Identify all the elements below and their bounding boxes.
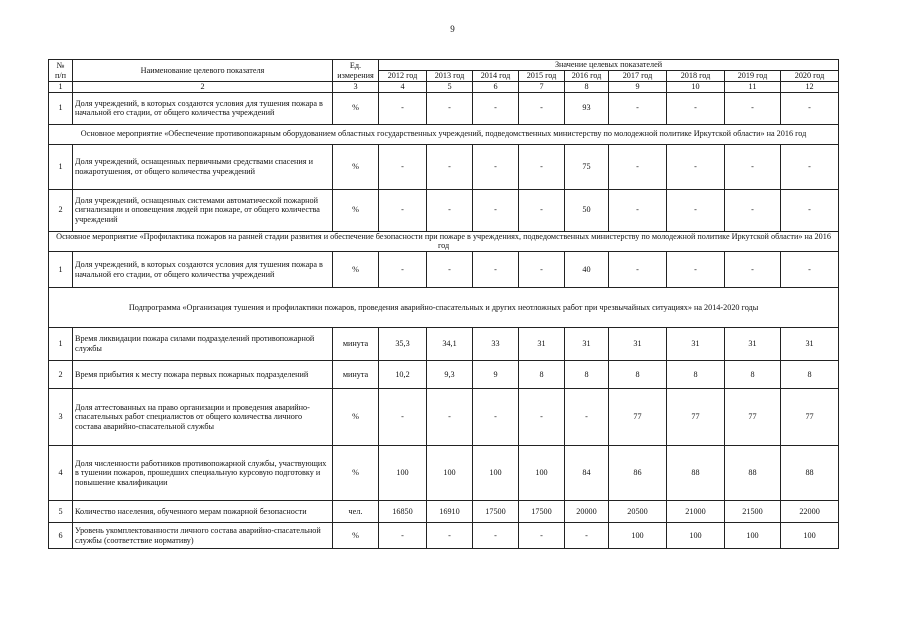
indicator-name: Доля учреждений, в которых создаются условия для тушения пожара в начальной его стадии, от общего количества учреждений xyxy=(73,92,333,124)
header-year: 2016 год xyxy=(565,71,609,82)
value-cell: 31 xyxy=(667,328,725,361)
value-cell: 50 xyxy=(565,189,609,231)
column-number: 2 xyxy=(73,82,333,93)
value-cell: 16850 xyxy=(379,501,427,523)
table-row xyxy=(49,252,839,288)
row-number: 1 xyxy=(49,144,73,189)
value-cell: - xyxy=(667,144,725,189)
header-year: 2020 год xyxy=(781,71,839,82)
row-number: 6 xyxy=(49,523,73,549)
value-cell: - xyxy=(379,144,427,189)
value-cell: - xyxy=(667,92,725,124)
value-cell: - xyxy=(725,92,781,124)
value-cell: 10,2 xyxy=(379,361,427,389)
header-year: 2013 год xyxy=(427,71,473,82)
table-row xyxy=(49,361,839,389)
unit-cell: минута xyxy=(333,361,379,389)
value-cell: 34,1 xyxy=(427,328,473,361)
indicator-name: Доля учреждений, оснащенных первичными средствами спасения и пожаротушения, от общего количества учреждений xyxy=(73,144,333,189)
value-cell: 8 xyxy=(667,361,725,389)
column-number: 3 xyxy=(333,82,379,93)
value-cell: - xyxy=(519,92,565,124)
value-cell: - xyxy=(427,92,473,124)
value-cell: 100 xyxy=(609,523,667,549)
value-cell: - xyxy=(427,252,473,288)
header-indicator-name: Наименование целевого показателя xyxy=(73,60,333,82)
indicator-name: Уровень укомплектованности личного состава аварийно-спасательной службы (соответствие нормативу) xyxy=(73,523,333,549)
row-number: 1 xyxy=(49,328,73,361)
header-year: 2014 год xyxy=(473,71,519,82)
value-cell: 86 xyxy=(609,446,667,501)
page-number: 9 xyxy=(450,24,455,34)
value-cell: - xyxy=(473,144,519,189)
indicator-name: Доля учреждений, оснащенных системами автоматической пожарной сигнализации и оповещения людей при пожаре, от общего количества учреждений xyxy=(73,189,333,231)
header-values-group: Значение целевых показателей xyxy=(379,60,839,71)
value-cell: - xyxy=(379,92,427,124)
header-year: 2019 год xyxy=(725,71,781,82)
value-cell: 100 xyxy=(427,446,473,501)
value-cell: 9 xyxy=(473,361,519,389)
indicator-name: Доля аттестованных на право организации и проведения аварийно-спасательных работ специалистов от общего количества личного состава аварийно-спасательной службы xyxy=(73,389,333,446)
section-title: Подпрограмма «Организация тушения и профилактики пожаров, проведения аварийно-спасательных и других неотложных работ при чрезвычайных ситуациях» на 2014-2020 годы xyxy=(49,288,839,328)
value-cell: 84 xyxy=(565,446,609,501)
value-cell: 100 xyxy=(519,446,565,501)
value-cell: 100 xyxy=(725,523,781,549)
value-cell: - xyxy=(781,189,839,231)
row-number: 1 xyxy=(49,92,73,124)
value-cell: - xyxy=(667,252,725,288)
indicator-name: Доля учреждений, в которых создаются условия для тушения пожара в начальной его стадии, от общего количества учреждений xyxy=(73,252,333,288)
value-cell: - xyxy=(473,523,519,549)
unit-cell: % xyxy=(333,144,379,189)
value-cell: 75 xyxy=(565,144,609,189)
header-year: 2015 год xyxy=(519,71,565,82)
value-cell: 20500 xyxy=(609,501,667,523)
value-cell: 21000 xyxy=(667,501,725,523)
value-cell: - xyxy=(427,523,473,549)
indicator-name: Время ликвидации пожара силами подразделений противопожарной службы xyxy=(73,328,333,361)
column-number: 10 xyxy=(667,82,725,93)
header-year: 2017 год xyxy=(609,71,667,82)
value-cell: - xyxy=(379,252,427,288)
column-number: 7 xyxy=(519,82,565,93)
value-cell: 8 xyxy=(565,361,609,389)
value-cell: - xyxy=(427,389,473,446)
column-number: 1 xyxy=(49,82,73,93)
indicator-name: Время прибытия к месту пожара первых пожарных подразделений xyxy=(73,361,333,389)
value-cell: - xyxy=(427,189,473,231)
column-number: 5 xyxy=(427,82,473,93)
row-number: 2 xyxy=(49,361,73,389)
unit-cell: минута xyxy=(333,328,379,361)
value-cell: 17500 xyxy=(519,501,565,523)
unit-cell: % xyxy=(333,189,379,231)
section-row xyxy=(49,288,839,328)
value-cell: 8 xyxy=(609,361,667,389)
value-cell: 35,3 xyxy=(379,328,427,361)
value-cell: - xyxy=(725,189,781,231)
value-cell: - xyxy=(519,252,565,288)
value-cell: - xyxy=(565,389,609,446)
value-cell: - xyxy=(565,523,609,549)
row-number: 5 xyxy=(49,501,73,523)
value-cell: - xyxy=(609,144,667,189)
row-number: 1 xyxy=(49,252,73,288)
table-row xyxy=(49,523,839,549)
table-row xyxy=(49,389,839,446)
table-row xyxy=(49,501,839,523)
value-cell: - xyxy=(427,144,473,189)
value-cell: 33 xyxy=(473,328,519,361)
column-number: 11 xyxy=(725,82,781,93)
value-cell: 8 xyxy=(725,361,781,389)
value-cell: - xyxy=(473,189,519,231)
value-cell: - xyxy=(379,189,427,231)
value-cell: 77 xyxy=(725,389,781,446)
indicator-name: Количество населения, обученного мерам пожарной безопасности xyxy=(73,501,333,523)
unit-cell: % xyxy=(333,523,379,549)
value-cell: 88 xyxy=(781,446,839,501)
indicator-name: Доля численности работников противопожарной службы, участвующих в тушении пожаров, прошедших специальную курсовую подготовку и повышение квалификации xyxy=(73,446,333,501)
table-row xyxy=(49,446,839,501)
column-number: 8 xyxy=(565,82,609,93)
value-cell: 31 xyxy=(725,328,781,361)
value-cell: - xyxy=(473,92,519,124)
table-row xyxy=(49,328,839,361)
unit-cell: чел. xyxy=(333,501,379,523)
value-cell: 100 xyxy=(667,523,725,549)
section-row xyxy=(49,231,839,251)
value-cell: 17500 xyxy=(473,501,519,523)
row-number: 3 xyxy=(49,389,73,446)
section-row xyxy=(49,124,839,144)
value-cell: 40 xyxy=(565,252,609,288)
value-cell: 8 xyxy=(519,361,565,389)
value-cell: - xyxy=(609,92,667,124)
value-cell: 31 xyxy=(609,328,667,361)
value-cell: - xyxy=(781,144,839,189)
section-title: Основное мероприятие «Профилактика пожаров на ранней стадии развития и обеспечение безопасности при пожаре в учреждениях, подведомственных министерству по молодежной политике Иркутской области» на 2016 год xyxy=(49,231,839,251)
value-cell: 31 xyxy=(781,328,839,361)
value-cell: - xyxy=(519,389,565,446)
value-cell: - xyxy=(609,252,667,288)
header-unit: Ед. измерения xyxy=(333,60,379,82)
unit-cell: % xyxy=(333,446,379,501)
header-year: 2012 год xyxy=(379,71,427,82)
value-cell: 22000 xyxy=(781,501,839,523)
value-cell: - xyxy=(609,189,667,231)
value-cell: - xyxy=(667,189,725,231)
value-cell: 93 xyxy=(565,92,609,124)
header-year: 2018 год xyxy=(667,71,725,82)
row-number: 2 xyxy=(49,189,73,231)
table-row xyxy=(49,189,839,231)
value-cell: 21500 xyxy=(725,501,781,523)
table-row xyxy=(49,144,839,189)
row-number: 4 xyxy=(49,446,73,501)
unit-cell: % xyxy=(333,389,379,446)
value-cell: 88 xyxy=(667,446,725,501)
value-cell: 16910 xyxy=(427,501,473,523)
value-cell: - xyxy=(781,92,839,124)
column-number: 4 xyxy=(379,82,427,93)
table-row xyxy=(49,92,839,124)
value-cell: 100 xyxy=(473,446,519,501)
value-cell: - xyxy=(519,189,565,231)
value-cell: - xyxy=(379,523,427,549)
value-cell: - xyxy=(473,252,519,288)
value-cell: 20000 xyxy=(565,501,609,523)
column-number: 12 xyxy=(781,82,839,93)
value-cell: 31 xyxy=(565,328,609,361)
header-row-number: № п/п xyxy=(49,60,73,82)
value-cell: - xyxy=(519,144,565,189)
value-cell: 31 xyxy=(519,328,565,361)
unit-cell: % xyxy=(333,92,379,124)
value-cell: 77 xyxy=(667,389,725,446)
value-cell: - xyxy=(473,389,519,446)
value-cell: - xyxy=(725,252,781,288)
value-cell: 88 xyxy=(725,446,781,501)
value-cell: 77 xyxy=(609,389,667,446)
unit-cell: % xyxy=(333,252,379,288)
value-cell: 8 xyxy=(781,361,839,389)
column-number: 6 xyxy=(473,82,519,93)
value-cell: - xyxy=(781,252,839,288)
value-cell: - xyxy=(379,389,427,446)
target-indicators-table xyxy=(48,59,839,549)
value-cell: 77 xyxy=(781,389,839,446)
value-cell: - xyxy=(519,523,565,549)
value-cell: 100 xyxy=(781,523,839,549)
section-title: Основное мероприятие «Обеспечение противопожарным оборудованием областных государственных учреждений, подведомственных министерству по молодежной политике Иркутской области» на 2016 год xyxy=(49,124,839,144)
value-cell: 100 xyxy=(379,446,427,501)
column-number: 9 xyxy=(609,82,667,93)
value-cell: - xyxy=(725,144,781,189)
value-cell: 9,3 xyxy=(427,361,473,389)
